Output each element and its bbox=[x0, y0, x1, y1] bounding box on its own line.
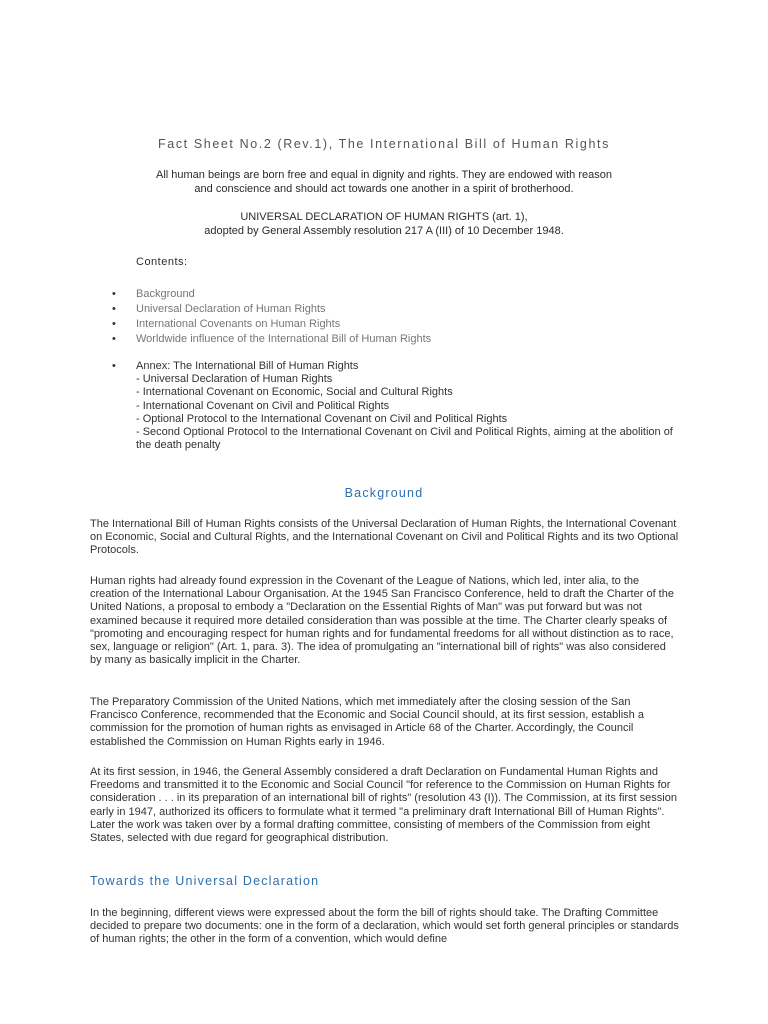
source-line: UNIVERSAL DECLARATION OF HUMAN RIGHTS (art. 1), bbox=[240, 211, 528, 223]
background-paragraph: The Preparatory Commission of the United Nations, which met immediately after the closing session of the San Francisco Conference, recommended that the Economic and Social Council should, at its first session, establish a commission for the promotion of human rights as envisaged in Article 68 of the Charter. Accordingly, the Council established the Commission on Human Rights early in 1946. bbox=[90, 696, 644, 748]
annex-subitem: - Universal Declaration of Human Rights bbox=[136, 373, 333, 386]
background-paragraph: At its first session, in 1946, the General Assembly considered a draft Declaration on Fundamental Human Rights and Freedoms and transmitted it to the Economic and Social Council "for reference to the Commission on Human Rights for consideration . . . in its preparation of an international bill of rights" (resolution 43 (I)). The Commission, at its first session early in 1947, authorized its officers to formulate what it termed "a preliminary draft International Bill of Human Rights". Later the work was taken over by a formal drafting committee, consisting of members of the Commission from eight States, selected with due regard for geographical distribution. bbox=[90, 766, 677, 845]
annex-list bbox=[0, 360, 768, 452]
epigraph-line: and conscience and should act towards one another in a spirit of brotherhood. bbox=[194, 182, 574, 195]
table-of-contents bbox=[0, 287, 768, 347]
epigraph-line: All human beings are born free and equal in dignity and rights. They are endowed with reason bbox=[156, 169, 612, 181]
annex-subitem: - International Covenant on Civil and Political Rights bbox=[136, 399, 390, 412]
document-title: Fact Sheet No.2 (Rev.1), The International Bill of Human Rights bbox=[158, 137, 610, 151]
background-paragraph: The International Bill of Human Rights consists of the Universal Declaration of Human Rights, the International Covenant on Economic, Social and Cultural Rights, and the International Covenant on Civil and Political Rights and its two Optional Protocols. bbox=[90, 518, 679, 557]
annex-item bbox=[0, 360, 768, 452]
contents-label: Contents: bbox=[136, 256, 188, 268]
toc-link-udhr[interactable]: • Universal Declaration of Human Rights bbox=[0, 302, 768, 317]
towards-heading: Towards the Universal Declaration bbox=[90, 874, 320, 888]
towards-paragraph: In the beginning, different views were expressed about the form the bill of rights should take. The Drafting Committee decided to prepare two documents: one in the form of a declaration, which would set forth general principles or standards of human rights; the other in the form of a convention, which would define bbox=[90, 907, 679, 946]
background-heading: Background bbox=[344, 486, 424, 500]
epigraph-quote bbox=[100, 169, 668, 196]
source-line: adopted by General Assembly resolution 217 A (III) of 10 December 1948. bbox=[204, 224, 564, 237]
annex-subitem: - Optional Protocol to the International Covenant on Civil and Political Rights bbox=[136, 412, 508, 425]
toc-link-worldwide-influence[interactable]: • Worldwide influence of the International Bill of Human Rights bbox=[0, 332, 768, 347]
background-paragraph: Human rights had already found expression in the Covenant of the League of Nations, which led, inter alia, to the creation of the International Labour Organisation. At the 1945 San Francisco Conference, held to draft the Charter of the United Nations, a proposal to embody a "Declaration on the Essential Rights of Man" was put forward but was not examined because it required more detailed consideration than was possible at the time. The Charter clearly speaks of "promoting and encouraging respect for human rights and for fundamental freedoms for all without distinction as to race, sex, language or religion" (Art. 1, para. 3). The idea of promulgating an "international bill of rights" was also considered by many as basically implicit in the Charter. bbox=[90, 575, 674, 667]
epigraph-source bbox=[100, 211, 668, 238]
annex-subitem: - International Covenant on Economic, Social and Cultural Rights bbox=[136, 386, 453, 399]
toc-link-background[interactable]: • Background bbox=[0, 287, 768, 302]
annex-title: • Annex: The International Bill of Human Rights bbox=[136, 360, 359, 372]
annex-subitem: - Second Optional Protocol to the International Covenant on Civil and Political Rights, aiming at the abolition of the death penalty bbox=[136, 426, 673, 452]
toc-link-covenants[interactable]: • International Covenants on Human Rights bbox=[0, 317, 768, 332]
